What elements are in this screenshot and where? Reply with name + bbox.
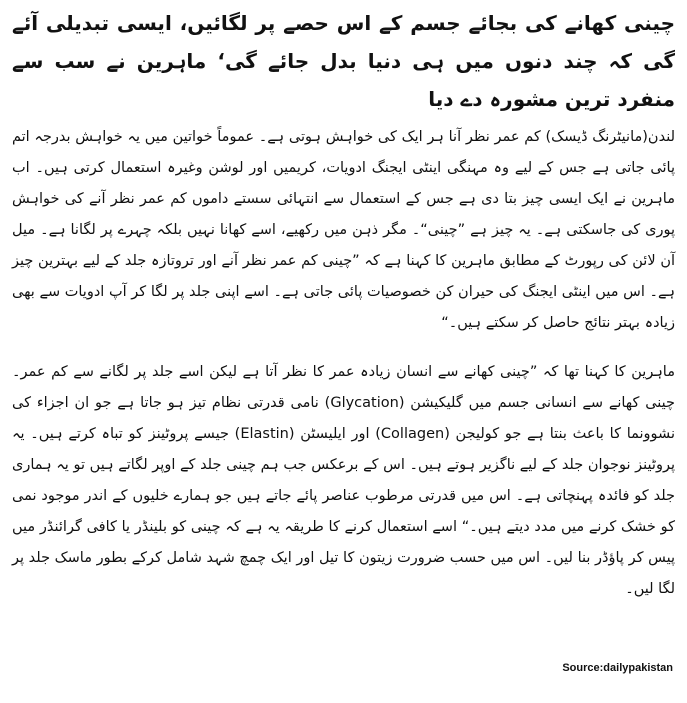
article-headline: چینی کھانے کی بجائے جسم کے اس حصے پر لگائیں، ایسی تبدیلی آئے گی کہ چند دنوں میں ہی دنیا بدل جائے گی‘ ماہرین نے سب سے منفرد ترین مشورہ دے دیا xyxy=(12,11,675,111)
article-paragraph-1: لندن(مانیٹرنگ ڈیسک) کم عمر نظر آنا ہر ایک کی خواہش ہوتی ہے۔ عموماً خواتین میں یہ خواہش بدرجہ اتم پائی جاتی ہے جس کے لیے وہ مہنگی اینٹی ایجنگ ادویات، کریمیں اور لوشن وغیرہ استعمال کرتی ہیں۔ اب ماہرین نے ایک ایسی چیز بتا دی ہے جس کے استعمال سے انتہائی سستے داموں کم عمر نظر آنے کی خواہش پوری کی جاسکتی ہے۔ یہ چیز ہے ”چینی“۔ مگر ذہن میں رکھیے، اسے کھانا نہیں بلکہ چہرے پر لگانا ہے۔ میل آن لائن کی رپورٹ کے مطابق ماہرین کا کہنا ہے کہ ”چینی کم عمر نظر آنے اور تروتازہ جلد کے لیے بہترین چیز ہے۔ اس میں اینٹی ایجنگ کی حیران کن خصوصیات پائی جاتی ہے۔ اسے اپنی جلد پر لگا کر آپ ادویات سے بھی زیادہ بہتر نتائج حاصل کر سکتے ہیں۔“ xyxy=(12,129,675,331)
article-paragraph-2: ماہرین کا کہنا تھا کہ ”چینی کھانے سے انسان زیادہ عمر کا نظر آتا ہے لیکن اسے جلد پر لگانے سے کم عمر۔ چینی کھانے سے انسانی جسم میں گلیکیشن (Glycation) نامی قدرتی نظام تیز ہو جاتا ہے جو ان اجزاء کی نشوونما کا باعث بنتا ہے جو کولیجن (Collagen) اور ایلیسٹن (Elastin) جیسے پروٹینز کو تباہ کرتے ہیں۔ یہ پروٹینز نوجوان جلد کے لیے ناگزیر ہوتے ہیں۔ اس کے برعکس جب ہم چینی جلد کے اوپر لگاتے ہیں تو یہ ہماری جلد کو فائدہ پہنچاتی ہے۔ اس میں قدرتی مرطوب عناصر پائے جاتے ہیں جو ہمارے خلیوں کے اندر موجود نمی کو خشک کرنے میں مدد دیتے ہیں۔“ اسے استعمال کرنے کا طریقہ یہ ہے کہ چینی کو بلینڈر یا کافی گرائنڈر میں پیس کر پاؤڈر بنا لیں۔ اس میں حسب ضرورت زیتون کا تیل اور ایک چمچ شہد شامل کرکے بطور ماسک جلد پر لگا لیں۔ xyxy=(12,364,676,597)
source-credit: Source:dailypakistan xyxy=(562,662,673,674)
